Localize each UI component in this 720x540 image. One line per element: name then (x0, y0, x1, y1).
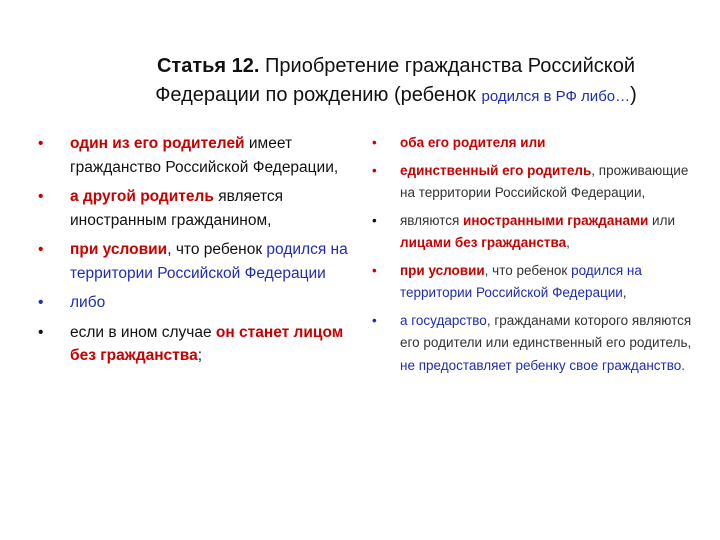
bullet: • (38, 323, 44, 341)
title-article: Статья 12. (156, 55, 260, 77)
left-item3-text: , что ребенок (167, 241, 267, 258)
list-item (38, 238, 348, 285)
title-close: ) (630, 84, 637, 106)
bullet: • (38, 294, 44, 311)
right-item5-blue1: а государство (400, 312, 487, 328)
left-item3-blue: родился на территории Российской Федерации (70, 241, 348, 282)
left-item5-end: ; (197, 347, 203, 364)
left-item2-text: является иностранным гражданином, (70, 188, 284, 229)
title-blue: родился в РФ либо… (481, 88, 631, 105)
left-item1-text: имеет гражданство Российской Федерации, (70, 135, 339, 176)
right-column (372, 132, 692, 382)
bullet: • (38, 135, 44, 152)
list-item (372, 210, 692, 255)
left-item4-blue: либо (70, 294, 106, 311)
list-item (38, 132, 348, 179)
bullet: • (38, 188, 44, 205)
right-item4-end: , (622, 285, 627, 300)
left-item1-red: один из его родителей (70, 135, 245, 152)
slide-title (96, 52, 696, 111)
bullet: • (372, 262, 377, 278)
right-item2-red: единственный его родитель (400, 162, 592, 178)
list-item (372, 260, 692, 305)
right-item4-blue: родился на территории Российской Федерации (400, 262, 642, 300)
left-item5-red: он станет лицом без гражданства (70, 323, 344, 364)
bullet: • (38, 241, 44, 258)
right-item2-text: , проживающие на территории Российской Федерации, (400, 162, 689, 200)
bullet: • (372, 212, 377, 228)
title-line1: Приобретение гражданства Российской (259, 55, 636, 77)
right-item3-red1: иностранными гражданами (463, 212, 649, 228)
right-item5-blue2: , не предоставляет ребенку свое гражданство. (400, 335, 692, 373)
right-item3-end: , (566, 235, 570, 250)
right-item3-text2: или (648, 212, 675, 228)
left-item2-red: а другой родитель (70, 188, 214, 205)
right-item1-red: оба его родителя или (400, 135, 546, 150)
right-item4-text: , что ребенок (484, 262, 572, 278)
list-item (38, 321, 348, 368)
right-item3-text1: являются (400, 212, 464, 228)
right-item5-text: , гражданами которого являются его родители или единственный его родитель (400, 312, 692, 350)
list-item (372, 310, 692, 378)
title-line2: Федерации по рождению (ребенок (155, 84, 482, 106)
bullet: • (372, 162, 377, 178)
list-item (372, 132, 692, 155)
left-column (38, 132, 348, 374)
left-item3-red: при условии (70, 241, 168, 258)
list-item (38, 185, 348, 232)
list-item (372, 160, 692, 205)
bullet: • (372, 312, 377, 328)
right-item3-red2: лицами без гражданства (400, 235, 567, 250)
list-item (38, 291, 348, 315)
bullet: • (372, 135, 377, 150)
left-item5-text: если в ином случае (70, 323, 216, 341)
right-item4-red: при условии (400, 262, 485, 278)
